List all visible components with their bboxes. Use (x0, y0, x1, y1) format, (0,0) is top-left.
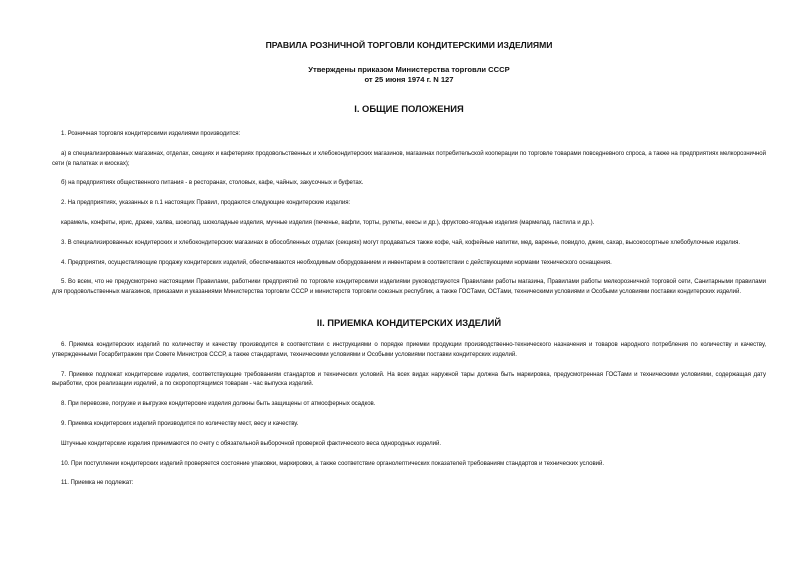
paragraph-8: 8. При перевозке, погрузке и выгрузке кондитерские изделия должны быть защищены от атмосферных осадков. (61, 400, 376, 408)
paragraph-6: 6. Приемка кондитерских изделий по количеству и качеству производится в соответствии с инструкциями о порядке приемки продукции производственно-технического назначения и товаров народного потребления по количеству и качеству, утвержденными Госарбитражем при Совете Министров СССР, а также стандартами, техническими условиями и Особыми условиями поставки кондитерских изделий. (52, 340, 766, 358)
paragraph-4: 4. Предприятия, осуществляющие продажу кондитерских изделий, обеспечиваются необходимым оборудованием и инвентарем в соответствии с действующими нормами технического оснащения. (61, 258, 612, 266)
paragraph-1a: а) в специализированных магазинах, отделах, секциях и кафетериях продовольственных и хлебокондитерских магазинов, магазинах потребительской кооперации по торговле товарами повседневного спроса, а также на предприятиях мелкорозничной сети (в палатках и киосках); (52, 149, 766, 167)
approval-line-date: от 25 июня 1974 г. N 127 (364, 75, 454, 84)
document-title: ПРАВИЛА РОЗНИЧНОЙ ТОРГОВЛИ КОНДИТЕРСКИМИ ИЗДЕЛИЯМИ (265, 40, 553, 50)
paragraph-9: 9. Приемка кондитерских изделий производится по количеству мест, весу и качеству. (61, 419, 299, 427)
paragraph-1: 1. Розничная торговля кондитерскими изделиями производится: (61, 130, 241, 137)
paragraph-7: 7. Приемке подлежат кондитерские изделия, соответствующие требованиям стандартов и технических условий. На всех видах наружной тары должна быть маркировка, предусмотренная ГОСТами и техническими условиями, содержащая дату выработки, срок реализации изделий, а по скоропортящимся товарам - час выпуска изделий. (52, 370, 766, 388)
document-page (52, 40, 766, 498)
paragraph-2: 2. На предприятиях, указанных в п.1 настоящих Правил, продаются следующие кондитерские изделия: (61, 199, 351, 207)
paragraph-1b: б) на предприятиях общественного питания - в ресторанах, столовых, кафе, чайных, закусочных и буфетах. (61, 179, 364, 187)
paragraph-10: 10. При поступлении кондитерских изделий проверяется состояние упаковки, маркировки, а также соответствие органолептических показателей требованиям стандартов и технических условий. (61, 459, 604, 467)
approval-block (52, 65, 766, 85)
section-heading-general: I. ОБЩИЕ ПОЛОЖЕНИЯ (354, 103, 464, 114)
paragraph-5: 5. Во всем, что не предусмотрено настоящими Правилами, работники предприятий по торговле кондитерскими изделиями руководствуются Правилами работы магазина, Правилами работы мелкорозничной торговой сети, Санитарными правилами для продовольственных магазинов, приказами и указаниями Министерства торговли СССР и министерств торговли союзных республик, а также ГОСТами, ОСТами, техническими условиями и Особыми условиями поставки кондитерских изделий. (52, 278, 766, 296)
approval-line-decree: Утверждены приказом Министерства торговли СССР (308, 65, 510, 74)
paragraph-9-piece-goods: Штучные кондитерские изделия принимаются по счету с обязательной выборочной проверкой фактического веса однородных изделий. (61, 439, 441, 447)
paragraph-2-list: карамель, конфеты, ирис, драже, халва, шоколад, шоколадные изделия, мучные изделия (печенье, вафли, торты, рулеты, кексы и др.), фруктово-ягодные изделия (мармелад, пастила и др.). (61, 218, 595, 226)
paragraph-11: 11. Приемка не подлежат: (61, 479, 134, 487)
paragraph-3: 3. В специализированных кондитерских и хлебокондитерских магазинах в обособленных отделах (секциях) могут продаваться также кофе, чай, кофейные напитки, мед, варенье, повидло, джем, сахар, высокосортные хлебобулочные изделия. (61, 238, 741, 246)
section-heading-acceptance: II. ПРИЕМКА КОНДИТЕРСКИХ ИЗДЕЛИЙ (316, 316, 502, 328)
